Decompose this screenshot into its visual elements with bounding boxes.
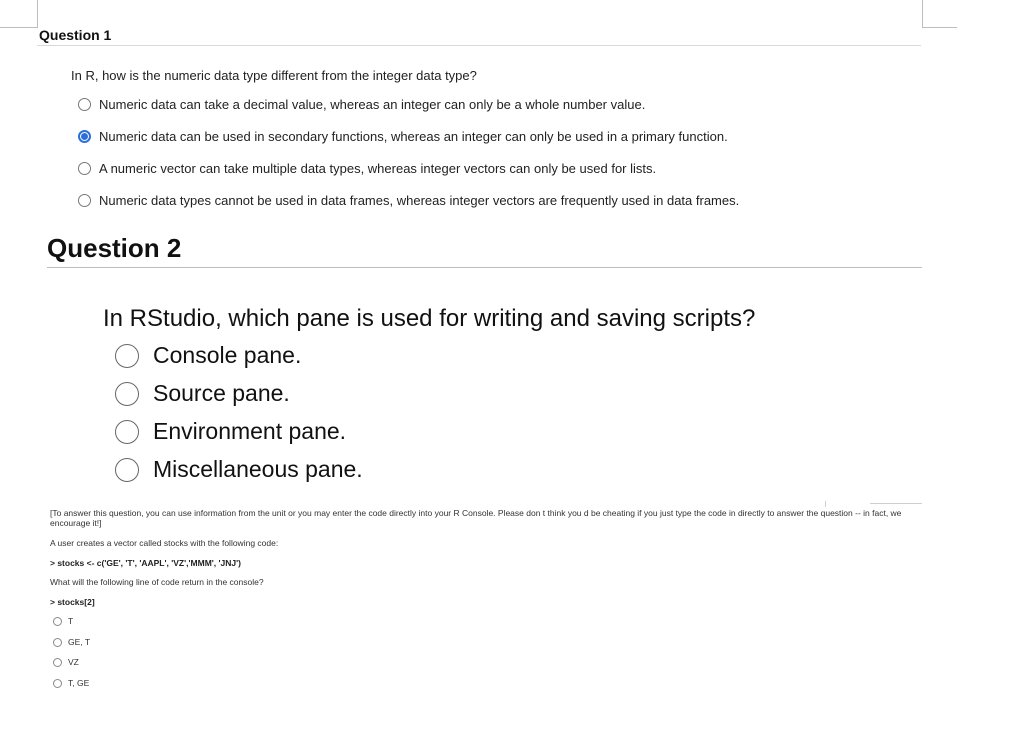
radio-icon[interactable]	[53, 658, 62, 667]
question-2-option-2[interactable]	[115, 380, 290, 407]
option-label: A numeric vector can take multiple data types, whereas integer vectors can only be used for lists.	[99, 161, 657, 176]
question-2-prompt: In RStudio, which pane is used for writing and saving scripts?	[103, 305, 756, 332]
option-label: VZ	[68, 657, 79, 667]
question-2-option-3[interactable]	[115, 418, 346, 445]
radio-icon[interactable]	[78, 98, 91, 111]
question-3-code-line: > stocks <- c('GE', 'T', 'AAPL', 'VZ','MMM', 'JNJ')	[50, 558, 241, 568]
radio-icon[interactable]	[78, 162, 91, 175]
option-label: Numeric data can take a decimal value, whereas an integer can only be a whole number value.	[99, 97, 646, 112]
option-label: Environment pane.	[153, 418, 347, 444]
decor-line	[870, 503, 922, 504]
question-3-instruction: [To answer this question, you can use information from the unit or you may enter the code directly into your R Console. Please don t think you d be cheating if you just type the code in directly to answer the question -- in fact, we encourage it!]	[50, 508, 902, 528]
question-3-option-4[interactable]	[53, 678, 89, 688]
frame-corner-left	[0, 0, 38, 28]
option-label: Numeric data can be used in secondary functions, whereas an integer can only be used in a primary function.	[99, 129, 728, 144]
question-3-setup-text: A user creates a vector called stocks with the following code:	[50, 538, 279, 548]
option-label: Numeric data types cannot be used in data frames, whereas integer vectors are frequently used in data frames.	[99, 193, 740, 208]
question-2-option-1[interactable]	[115, 342, 301, 369]
question-1-option-4[interactable]	[78, 193, 739, 208]
radio-icon[interactable]	[115, 458, 139, 482]
question-1-option-1[interactable]	[78, 97, 645, 112]
question-1-option-3[interactable]	[78, 161, 656, 176]
question-2-title: Question 2	[47, 233, 182, 263]
question-1-divider	[37, 45, 921, 46]
question-1-title: Question 1	[39, 27, 112, 43]
question-3-option-2[interactable]	[53, 637, 90, 647]
radio-icon[interactable]	[115, 382, 139, 406]
option-label: Source pane.	[153, 380, 290, 406]
frame-corner-right	[922, 0, 957, 28]
radio-selected-icon[interactable]	[78, 130, 91, 143]
radio-icon[interactable]	[78, 194, 91, 207]
radio-icon[interactable]	[115, 344, 139, 368]
radio-icon[interactable]	[115, 420, 139, 444]
option-label: Console pane.	[153, 342, 302, 368]
option-label: Miscellaneous pane.	[153, 456, 363, 482]
question-3-question-text: What will the following line of code return in the console?	[50, 577, 264, 587]
question-2-divider	[47, 267, 922, 268]
radio-icon[interactable]	[53, 679, 62, 688]
question-3-option-1[interactable]	[53, 616, 73, 626]
question-2-option-4[interactable]	[115, 456, 363, 483]
radio-icon[interactable]	[53, 617, 62, 626]
option-label: T	[68, 616, 74, 626]
question-3-option-3[interactable]	[53, 657, 79, 667]
option-label: GE, T	[68, 637, 91, 647]
question-1-prompt: In R, how is the numeric data type different from the integer data type?	[71, 68, 477, 83]
radio-icon[interactable]	[53, 638, 62, 647]
option-label: T, GE	[68, 678, 90, 688]
decor-line	[825, 501, 826, 507]
question-1-option-2[interactable]	[78, 129, 728, 144]
question-3-code-query: > stocks[2]	[50, 597, 95, 607]
